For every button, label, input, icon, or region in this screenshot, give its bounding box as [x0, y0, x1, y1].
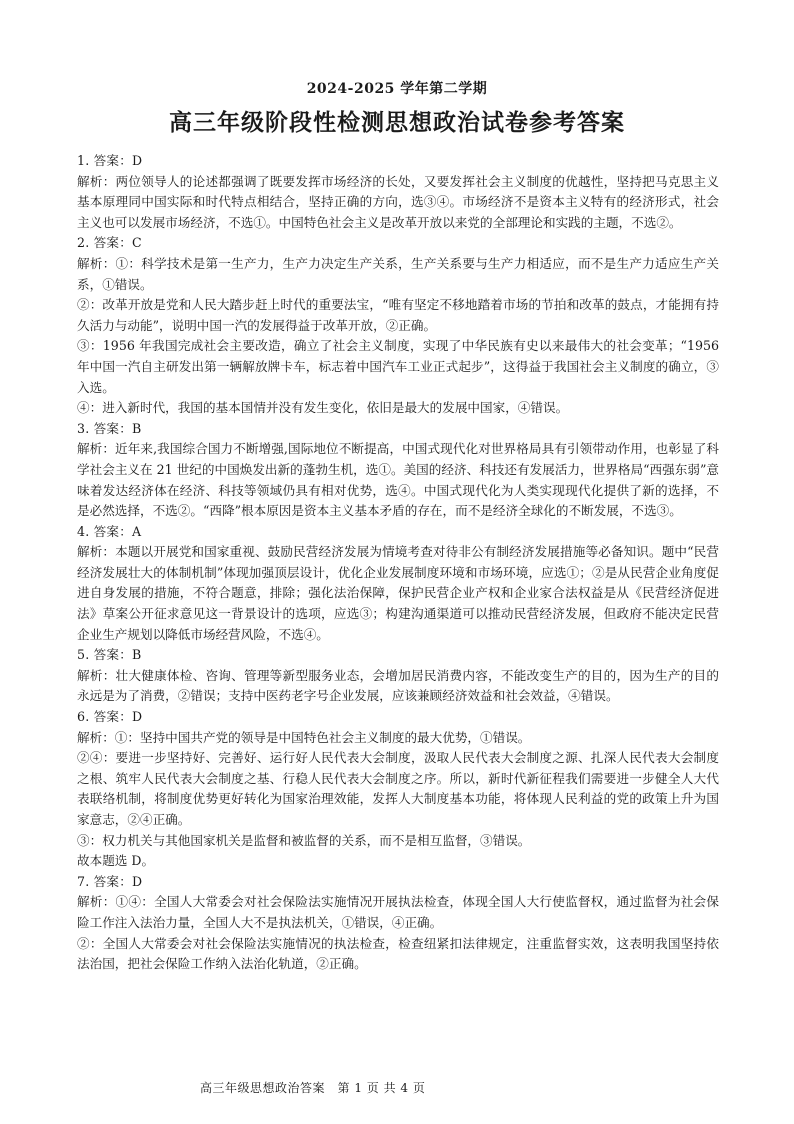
explanation-paragraph: ②④：要进一步坚持好、完善好、运行好人民代表大会制度，汲取人民代表大会制度之源、扎深人民代表大会制度之根、筑牢人民代表大会制度之基、行稳人民代表大会制度之序。所以，新时代新征程我们需要进一步健全人大代表联络机制，将制度优势更好转化为国家治理效能，发挥人大制度基本功能，将体现人民利益的党的政策上升为国家意志，②④正确。: [77, 750, 719, 827]
question-4: [77, 522, 719, 646]
explanation-paragraph: 解析：①：科学技术是第一生产力，生产力决定生产关系，生产关系要与生产力相适应，而不是生产力适应生产关系，①错误。: [77, 255, 719, 292]
answer-line: 6. 答案：D: [77, 709, 143, 725]
explanation-paragraph: ④：进入新时代，我国的基本国情并没有发生变化，依旧是最大的发展中国家，④错误。: [77, 400, 569, 416]
answer-line: 2. 答案：C: [77, 235, 142, 251]
answer-content: [77, 151, 719, 975]
term-label: 2024-2025 学年第二学期: [306, 81, 488, 97]
explanation-paragraph: ③：1956 年我国完成社会主要改造，确立了社会主义制度，实现了中华民族有史以来最伟大的社会变革；“1956 年中国一汽自主研发出第一辆解放牌卡车，标志着中国汽车工业正式起步”，这得益于我国社会主义制度的确立，③入选。: [77, 338, 719, 395]
explanation-paragraph: ③：权力机关与其他国家机关是监督和被监督的关系，而不是相互监督，③错误。: [77, 832, 531, 848]
question-1: [77, 151, 719, 233]
question-6: [77, 707, 719, 872]
explanation-paragraph: ②：全国人大常委会对社会保险法实施情况的执法检查，检查纽紧扣法律规定，注重监督实效，这表明我国坚持依法治国，把社会保险工作纳入法治化轨道，②正确。: [77, 935, 719, 972]
question-5: [77, 645, 719, 707]
question-7: [77, 872, 719, 975]
page-title: 高三年级阶段性检测思想政治试卷参考答案: [169, 110, 625, 136]
explanation-paragraph: ②：改革开放是党和人民大踏步赶上时代的重要法宝，“唯有坚定不移地踏着市场的节拍和改革的鼓点，才能拥有持久活力与动能”，说明中国一汽的发展得益于改革开放，②正确。: [77, 297, 719, 333]
explanation-paragraph: 解析：①：坚持中国共产党的领导是中国特色社会主义制度的最大优势，①错误。: [77, 729, 531, 745]
explanation-paragraph: 解析：壮大健康体检、咨询、管理等新型服务业态，会增加居民消费内容，不能改变生产的目的，因为生产的目的永远是为了消费，②错误；支持中医药老字号企业发展，应该兼顾经济效益和社会效益，④错误。: [77, 667, 719, 704]
answer-line: 7. 答案：D: [77, 873, 143, 889]
answer-line: 5. 答案：B: [77, 647, 142, 663]
question-3: [77, 419, 719, 522]
answer-line: 4. 答案：A: [77, 523, 142, 539]
answer-line: 3. 答案：B: [77, 420, 142, 436]
explanation-paragraph: 解析：两位领导人的论述都强调了既要发挥市场经济的长处，又要发挥社会主义制度的优越性，坚持把马克思主义基本原理同中国实际和时代特点相结合，坚持正确的方向，选③④。市场经济不是资本主义特有的经济形式，社会主义也可以发展市场经济，不选①。中国特色社会主义是改革开放以来党的全部理论和实践的主题，不选②。: [77, 173, 719, 230]
answer-line: 1. 答案：D: [77, 153, 143, 168]
explanation-paragraph: 故本题选 D。: [77, 853, 155, 869]
explanation-paragraph: 解析：本题以开展党和国家重视、鼓励民营经济发展为情境考查对待非公有制经济发展措施等必备知识。题中“民营经济发展壮大的体制机制”体现加强顶层设计，优化企业发展制度环境和市场环境，应选①；②是从民营企业角度促进自身发展的措施，不符合题意，排除；强化法治保障，保护民营企业产权和企业家合法权益是从《民营经济促进法》草案公开征求意见这一背景设计的选项，应选③；构建沟通渠道可以推动民营经济发展，但政府不能决定民营企业生产规划以降低市场经营风险，不选④。: [77, 544, 719, 642]
question-2: [77, 233, 719, 418]
explanation-paragraph: 解析：近年来,我国综合国力不断增强,国际地位不断提高，中国式现代化对世界格局具有引领带动作用，也彰显了科学社会主义在 21 世纪的中国焕发出新的蓬勃生机，选①。美国的经济、科技还有发展活力，世界格局“西强东弱”意味着发达经济体在经济、科技等领域仍具有相对优势，选④。中国式现代化为人类实现现代化提供了新的选择，不是必然选择，不选②。“西降”根本原因是资本主义基本矛盾的存在，而不是经济全球化的不断发展，不选③。: [77, 441, 719, 519]
page-footer: 高三年级思想政治答案 第 1 页 共 4 页: [200, 1081, 426, 1095]
explanation-paragraph: 解析：①④：全国人大常委会对社会保险法实施情况开展执法检查，体现全国人大行使监督权，通过监督为社会保险工作注入法治力量，全国人大不是执法机关，①错误，④正确。: [77, 894, 719, 930]
